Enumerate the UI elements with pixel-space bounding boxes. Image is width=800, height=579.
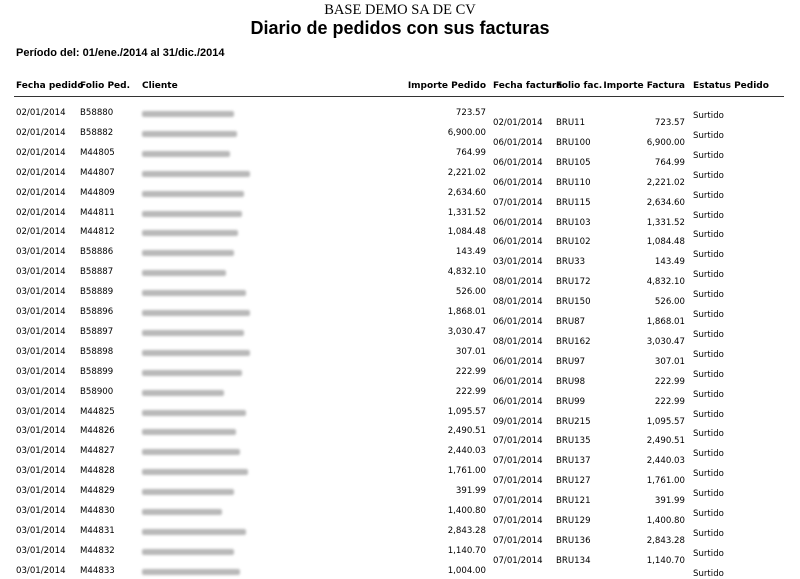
invoice-amount: 222.99 [654,396,685,407]
order-amount: 6,900.00 [447,127,486,138]
order-amount: 1,095.57 [447,406,486,417]
order-folio: B58898 [80,346,114,357]
invoice-folio: BRU11 [556,118,586,128]
order-amount: 723.57 [455,108,486,118]
redaction-blur [142,350,250,356]
client-name-redacted [142,526,262,538]
invoice-amount: 526.00 [654,297,685,308]
order-date: 03/01/2014 [16,406,66,417]
redaction-blur [142,211,242,217]
redaction-blur [142,131,237,137]
redaction-blur [142,529,246,535]
invoice-folio: BRU87 [556,317,586,327]
invoice-date: 03/01/2014 [493,257,543,268]
order-status: Surtido [693,548,724,559]
order-date: 03/01/2014 [16,565,66,576]
invoice-date: 07/01/2014 [493,456,543,467]
order-date: 02/01/2014 [16,207,66,218]
invoice-amount: 2,843.28 [646,535,685,546]
order-date: 03/01/2014 [16,386,66,397]
client-name-redacted [142,426,262,438]
order-amount: 1,331.52 [447,207,486,218]
order-date: 03/01/2014 [16,506,66,516]
order-amount: 2,634.60 [447,187,486,198]
order-folio: B58889 [80,287,114,298]
order-folio: M44809 [80,187,115,198]
invoice-amount: 764.99 [654,157,685,168]
invoice-date: 06/01/2014 [493,317,543,327]
client-name-redacted [142,307,262,319]
invoice-date: 07/01/2014 [493,436,543,447]
order-status: Surtido [693,568,724,579]
invoice-folio: BRU134 [556,555,591,566]
order-amount: 4,832.10 [447,267,486,278]
order-folio: M44831 [80,525,115,536]
invoice-date: 06/01/2014 [493,177,543,188]
order-date: 02/01/2014 [16,227,66,238]
client-name-redacted [142,367,262,379]
client-name-redacted [142,287,262,299]
invoice-date: 07/01/2014 [493,476,543,487]
order-status: Surtido [693,290,724,301]
redaction-blur [142,429,236,435]
redaction-blur [142,509,222,515]
client-name-redacted [142,506,262,518]
invoice-folio: BRU137 [556,456,591,467]
order-amount: 1,004.00 [447,565,486,576]
order-amount: 1,140.70 [447,545,486,556]
redaction-blur [142,469,248,475]
invoice-folio: BRU110 [556,177,591,188]
redaction-blur [142,250,234,256]
order-folio: M44833 [80,565,115,576]
invoice-folio: BRU215 [556,416,591,427]
header-divider [14,96,784,97]
invoice-date: 09/01/2014 [493,416,543,427]
client-name-redacted [142,486,262,498]
invoice-date: 06/01/2014 [493,237,543,248]
order-folio: B58882 [80,127,114,138]
invoice-folio: BRU98 [556,376,586,387]
redaction-blur [142,191,244,197]
order-status: Surtido [693,489,724,500]
order-status: Surtido [693,250,724,261]
order-folio: M44826 [80,426,115,437]
invoice-date: 02/01/2014 [493,118,543,128]
client-name-redacted [142,387,262,399]
order-folio: B58887 [80,267,114,278]
order-status: Surtido [693,111,724,121]
invoice-amount: 6,900.00 [646,137,685,148]
invoice-folio: BRU105 [556,157,591,168]
invoice-date: 06/01/2014 [493,376,543,387]
order-amount: 391.99 [455,486,486,497]
redaction-blur [142,569,240,575]
order-status: Surtido [693,509,724,519]
order-folio: B58899 [80,366,114,377]
client-name-redacted [142,247,262,259]
invoice-folio: BRU127 [556,476,591,487]
order-amount: 764.99 [455,147,486,158]
invoice-folio: BRU150 [556,297,591,308]
order-amount: 1,761.00 [447,466,486,477]
client-name-redacted [142,267,262,279]
header-importe-factura: Importe Factura [603,81,685,91]
invoice-date: 06/01/2014 [493,217,543,228]
invoice-amount: 391.99 [654,496,685,507]
order-folio: M44812 [80,227,115,238]
order-amount: 222.99 [455,386,486,397]
order-status: Surtido [693,130,724,141]
invoice-folio: BRU135 [556,436,591,447]
order-status: Surtido [693,150,724,161]
order-status: Surtido [693,210,724,221]
order-date: 03/01/2014 [16,247,66,258]
order-date: 02/01/2014 [16,147,66,158]
invoice-amount: 3,030.47 [646,336,685,347]
redaction-blur [142,290,246,296]
redaction-blur [142,449,240,455]
invoice-amount: 2,221.02 [646,177,685,188]
order-amount: 222.99 [455,366,486,377]
invoice-amount: 1,868.01 [646,317,685,327]
redaction-blur [142,330,244,336]
order-folio: M44827 [80,446,115,457]
report-period: Período del: 01/ene./2014 al 31/dic./2014 [16,47,225,59]
order-date: 02/01/2014 [16,167,66,178]
order-date: 03/01/2014 [16,267,66,278]
order-status: Surtido [693,349,724,360]
client-name-redacted [142,227,262,239]
invoice-amount: 723.57 [654,118,685,128]
redaction-blur [142,410,246,416]
order-date: 03/01/2014 [16,525,66,536]
client-name-redacted [142,148,262,160]
redaction-blur [142,171,250,177]
order-status: Surtido [693,329,724,340]
invoice-date: 07/01/2014 [493,496,543,507]
invoice-folio: BRU121 [556,496,591,507]
order-date: 03/01/2014 [16,287,66,298]
client-name-redacted [142,566,262,578]
client-name-redacted [142,466,262,478]
invoice-date: 07/01/2014 [493,516,543,526]
order-status: Surtido [693,190,724,201]
order-folio: B58897 [80,326,114,337]
invoice-amount: 2,634.60 [646,197,685,208]
order-date: 03/01/2014 [16,346,66,357]
invoice-amount: 4,832.10 [646,277,685,288]
invoice-amount: 1,761.00 [646,476,685,487]
redaction-blur [142,370,242,376]
header-fecha-pedido: Fecha pedido [16,81,84,91]
order-status: Surtido [693,369,724,380]
order-status: Surtido [693,409,724,420]
redaction-blur [142,111,234,117]
invoice-folio: BRU103 [556,217,591,228]
order-status: Surtido [693,270,724,281]
order-amount: 2,490.51 [447,426,486,437]
order-date: 03/01/2014 [16,466,66,477]
order-date: 03/01/2014 [16,545,66,556]
client-name-redacted [142,546,262,558]
invoice-date: 07/01/2014 [493,535,543,546]
invoice-date: 08/01/2014 [493,297,543,308]
order-date: 03/01/2014 [16,326,66,337]
order-date: 03/01/2014 [16,366,66,377]
order-date: 03/01/2014 [16,307,66,317]
order-folio: M44828 [80,466,115,477]
invoice-folio: BRU136 [556,535,591,546]
invoice-folio: BRU33 [556,257,586,268]
header-cliente: Cliente [142,81,178,91]
client-name-redacted [142,168,262,180]
client-name-redacted [142,407,262,419]
order-status: Surtido [693,469,724,480]
invoice-folio: BRU162 [556,336,591,347]
header-fecha-factura: Fecha factura [493,81,563,91]
invoice-folio: BRU100 [556,137,591,148]
invoice-amount: 307.01 [654,356,685,367]
order-folio: M44825 [80,406,115,417]
order-status: Surtido [693,449,724,460]
order-folio: B58880 [80,108,114,118]
invoice-amount: 222.99 [654,376,685,387]
invoice-date: 08/01/2014 [493,277,543,288]
order-amount: 307.01 [455,346,486,357]
redaction-blur [142,390,224,396]
order-date: 02/01/2014 [16,187,66,198]
invoice-date: 07/01/2014 [493,197,543,208]
order-status: Surtido [693,310,724,320]
invoice-folio: BRU102 [556,237,591,248]
order-folio: B58886 [80,247,114,258]
invoice-date: 06/01/2014 [493,137,543,148]
order-folio: M44832 [80,545,115,556]
report-title: Diario de pedidos con sus facturas [250,18,550,38]
order-amount: 2,221.02 [447,167,486,178]
invoice-amount: 143.49 [654,257,685,268]
redaction-blur [142,489,234,495]
order-status: Surtido [693,170,724,181]
invoice-date: 06/01/2014 [493,396,543,407]
redaction-blur [142,270,226,276]
invoice-folio: BRU129 [556,516,591,526]
header-folio-fac: Folio fac. [556,81,603,91]
invoice-date: 06/01/2014 [493,157,543,168]
client-name-redacted [142,188,262,200]
order-folio: B58896 [80,307,114,317]
order-status: Surtido [693,389,724,400]
header-folio-ped: Folio Ped. [80,81,131,91]
order-date: 02/01/2014 [16,127,66,138]
order-amount: 2,843.28 [447,525,486,536]
invoice-amount: 1,400.80 [646,516,685,526]
redaction-blur [142,549,234,555]
invoice-amount: 1,140.70 [646,555,685,566]
order-amount: 3,030.47 [447,326,486,337]
header-importe-pedido: Importe Pedido [407,81,486,91]
order-status: Surtido [693,528,724,539]
header-estatus: Estatus Pedido [693,81,769,91]
client-name-redacted [142,446,262,458]
order-date: 03/01/2014 [16,446,66,457]
order-amount: 143.49 [455,247,486,258]
order-amount: 1,868.01 [447,307,486,317]
invoice-date: 06/01/2014 [493,356,543,367]
invoice-folio: BRU115 [556,197,591,208]
client-name-redacted [142,108,262,120]
order-date: 03/01/2014 [16,426,66,437]
invoice-amount: 1,331.52 [646,217,685,228]
order-folio: B58900 [80,386,114,397]
order-folio: M44829 [80,486,115,497]
order-date: 03/01/2014 [16,486,66,497]
redaction-blur [142,230,238,236]
client-name-redacted [142,208,262,220]
order-amount: 526.00 [455,287,486,298]
client-name-redacted [142,327,262,339]
invoice-folio: BRU97 [556,356,586,367]
order-status: Surtido [693,429,724,440]
order-amount: 1,084.48 [447,227,486,238]
order-folio: M44805 [80,147,115,158]
order-folio: M44830 [80,506,115,516]
invoice-date: 07/01/2014 [493,555,543,566]
order-amount: 1,400.80 [447,506,486,516]
company-name: BASE DEMO SA DE CV [324,2,476,18]
redaction-blur [142,151,230,157]
invoice-amount: 2,440.03 [646,456,685,467]
invoice-amount: 1,095.57 [646,416,685,427]
invoice-amount: 2,490.51 [646,436,685,447]
client-name-redacted [142,347,262,359]
invoice-date: 08/01/2014 [493,336,543,347]
invoice-folio: BRU172 [556,277,591,288]
order-amount: 2,440.03 [447,446,486,457]
order-status: Surtido [693,230,724,241]
redaction-blur [142,310,250,316]
invoice-amount: 1,084.48 [646,237,685,248]
invoice-folio: BRU99 [556,396,586,407]
order-folio: M44807 [80,167,115,178]
order-folio: M44811 [80,207,115,218]
client-name-redacted [142,128,262,140]
order-date: 02/01/2014 [16,108,66,118]
